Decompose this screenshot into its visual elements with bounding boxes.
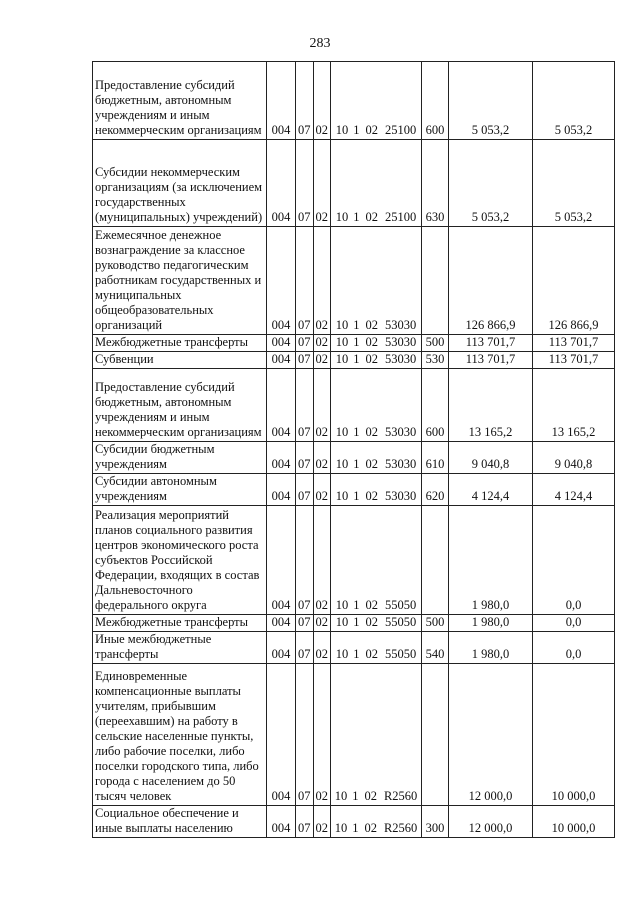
ministry-code: 004 bbox=[267, 506, 296, 615]
amount-first: 113 701,7 bbox=[449, 335, 533, 352]
target-article-code bbox=[331, 335, 422, 352]
amount-second: 5 053,2 bbox=[533, 62, 615, 140]
table-row bbox=[93, 335, 615, 352]
subprogram-code: 1 bbox=[353, 352, 360, 366]
amount-second: 9 040,8 bbox=[533, 442, 615, 474]
table-row bbox=[93, 664, 615, 806]
program-code: 10 bbox=[335, 425, 349, 439]
direction-code: 25100 bbox=[385, 123, 417, 137]
program-code: 10 bbox=[335, 457, 349, 471]
amount-first: 113 701,7 bbox=[449, 352, 533, 369]
table-row bbox=[93, 506, 615, 615]
expense-type-code: 630 bbox=[422, 140, 449, 227]
page-number: 283 bbox=[309, 36, 331, 51]
target-article-code bbox=[331, 664, 422, 806]
section-code: 07 bbox=[296, 474, 314, 506]
ministry-code: 004 bbox=[267, 352, 296, 369]
ministry-code: 004 bbox=[267, 369, 296, 442]
row-name: Социальное обеспечение и иные выплаты населению bbox=[93, 806, 267, 838]
target-article-code bbox=[331, 140, 422, 227]
program-code: 10 bbox=[335, 352, 349, 366]
direction-code: 53030 bbox=[385, 425, 417, 439]
ministry-code: 004 bbox=[267, 664, 296, 806]
amount-second: 113 701,7 bbox=[533, 352, 615, 369]
event-code: 02 bbox=[365, 352, 378, 366]
amount-first: 1 980,0 bbox=[449, 615, 533, 632]
program-code: 10 bbox=[335, 489, 349, 503]
subprogram-code: 1 bbox=[353, 318, 360, 332]
subsection-code: 02 bbox=[313, 369, 331, 442]
ministry-code: 004 bbox=[267, 442, 296, 474]
expense-type-code: 600 bbox=[422, 369, 449, 442]
target-article-code bbox=[331, 442, 422, 474]
target-article-code bbox=[331, 474, 422, 506]
table-body bbox=[93, 62, 615, 838]
amount-second: 13 165,2 bbox=[533, 369, 615, 442]
row-name: Субсидии бюджетным учреждениям bbox=[93, 442, 267, 474]
table-row bbox=[93, 442, 615, 474]
subprogram-code: 1 bbox=[353, 123, 360, 137]
amount-first: 126 866,9 bbox=[449, 227, 533, 335]
row-name: Субсидии автономным учреждениям bbox=[93, 474, 267, 506]
subprogram-code: 1 bbox=[353, 647, 360, 661]
amount-first: 12 000,0 bbox=[449, 806, 533, 838]
program-code: 10 bbox=[334, 789, 348, 803]
expense-type-code: 530 bbox=[422, 352, 449, 369]
amount-second: 0,0 bbox=[533, 632, 615, 664]
subprogram-code: 1 bbox=[352, 789, 359, 803]
amount-second: 126 866,9 bbox=[533, 227, 615, 335]
expense-type-code: 610 bbox=[422, 442, 449, 474]
program-code: 10 bbox=[335, 615, 349, 629]
program-code: 10 bbox=[335, 123, 349, 137]
row-name: Межбюджетные трансферты bbox=[93, 335, 267, 352]
expense-type-code: 300 bbox=[422, 806, 449, 838]
amount-second: 0,0 bbox=[533, 615, 615, 632]
ministry-code: 004 bbox=[267, 62, 296, 140]
section-code: 07 bbox=[296, 227, 314, 335]
row-name: Субсидии некоммерческим организациям (за исключением государственных (муниципальных) учреждений) bbox=[93, 140, 267, 227]
event-code: 02 bbox=[365, 210, 378, 224]
target-article-code bbox=[331, 615, 422, 632]
event-code: 02 bbox=[365, 457, 378, 471]
amount-first: 5 053,2 bbox=[449, 62, 533, 140]
table-row bbox=[93, 615, 615, 632]
subsection-code: 02 bbox=[313, 806, 331, 838]
ministry-code: 004 bbox=[267, 474, 296, 506]
event-code: 02 bbox=[364, 789, 377, 803]
subsection-code: 02 bbox=[313, 506, 331, 615]
section-code: 07 bbox=[296, 806, 314, 838]
event-code: 02 bbox=[365, 598, 378, 612]
table-row bbox=[93, 632, 615, 664]
direction-code: R2560 bbox=[383, 789, 418, 803]
direction-code: 55050 bbox=[385, 615, 417, 629]
target-article-code bbox=[331, 352, 422, 369]
event-code: 02 bbox=[365, 425, 378, 439]
direction-code: 53030 bbox=[385, 335, 417, 349]
program-code: 10 bbox=[335, 318, 349, 332]
target-article-code bbox=[331, 62, 422, 140]
amount-second: 10 000,0 bbox=[533, 806, 615, 838]
subprogram-code: 1 bbox=[353, 210, 360, 224]
expense-type-code: 600 bbox=[422, 62, 449, 140]
section-code: 07 bbox=[296, 632, 314, 664]
subsection-code: 02 bbox=[313, 227, 331, 335]
event-code: 02 bbox=[365, 318, 378, 332]
expense-type-code bbox=[422, 664, 449, 806]
subprogram-code: 1 bbox=[353, 425, 360, 439]
direction-code: 25100 bbox=[385, 210, 417, 224]
amount-first: 1 980,0 bbox=[449, 632, 533, 664]
table-row bbox=[93, 369, 615, 442]
subsection-code: 02 bbox=[313, 474, 331, 506]
row-name: Предоставление субсидий бюджетным, автономным учреждениям и иным некоммерческим организациям bbox=[93, 62, 267, 140]
expense-type-code: 500 bbox=[422, 335, 449, 352]
target-article-code bbox=[331, 227, 422, 335]
program-code: 10 bbox=[335, 647, 349, 661]
program-code: 10 bbox=[334, 821, 348, 835]
ministry-code: 004 bbox=[267, 140, 296, 227]
section-code: 07 bbox=[296, 615, 314, 632]
table-row bbox=[93, 352, 615, 369]
subprogram-code: 1 bbox=[353, 489, 360, 503]
table-row bbox=[93, 806, 615, 838]
row-name: Реализация мероприятий планов социального развития центров экономического роста субъектов Российской Федерации, входящих в состав Дальневосточного федерального округа bbox=[93, 506, 267, 615]
subprogram-code: 1 bbox=[353, 457, 360, 471]
row-name: Предоставление субсидий бюджетным, автономным учреждениям и иным некоммерческим организациям bbox=[93, 369, 267, 442]
event-code: 02 bbox=[365, 335, 378, 349]
amount-second: 4 124,4 bbox=[533, 474, 615, 506]
expense-type-code bbox=[422, 227, 449, 335]
event-code: 02 bbox=[364, 821, 377, 835]
subsection-code: 02 bbox=[313, 352, 331, 369]
ministry-code: 004 bbox=[267, 806, 296, 838]
amount-first: 4 124,4 bbox=[449, 474, 533, 506]
expense-type-code: 540 bbox=[422, 632, 449, 664]
amount-second: 5 053,2 bbox=[533, 140, 615, 227]
event-code: 02 bbox=[365, 647, 378, 661]
ministry-code: 004 bbox=[267, 632, 296, 664]
target-article-code bbox=[331, 506, 422, 615]
row-name: Субвенции bbox=[93, 352, 267, 369]
section-code: 07 bbox=[296, 335, 314, 352]
expense-type-code: 500 bbox=[422, 615, 449, 632]
table-row bbox=[93, 62, 615, 140]
amount-first: 12 000,0 bbox=[449, 664, 533, 806]
budget-table bbox=[92, 61, 615, 838]
program-code: 10 bbox=[335, 335, 349, 349]
amount-first: 13 165,2 bbox=[449, 369, 533, 442]
subprogram-code: 1 bbox=[352, 821, 359, 835]
ministry-code: 004 bbox=[267, 227, 296, 335]
direction-code: 53030 bbox=[385, 489, 417, 503]
amount-second: 0,0 bbox=[533, 506, 615, 615]
subsection-code: 02 bbox=[313, 140, 331, 227]
direction-code: 53030 bbox=[385, 318, 417, 332]
subsection-code: 02 bbox=[313, 615, 331, 632]
table-row bbox=[93, 227, 615, 335]
subsection-code: 02 bbox=[313, 62, 331, 140]
subprogram-code: 1 bbox=[353, 598, 360, 612]
amount-first: 5 053,2 bbox=[449, 140, 533, 227]
section-code: 07 bbox=[296, 664, 314, 806]
event-code: 02 bbox=[365, 123, 378, 137]
expense-type-code: 620 bbox=[422, 474, 449, 506]
subprogram-code: 1 bbox=[353, 615, 360, 629]
amount-first: 1 980,0 bbox=[449, 506, 533, 615]
subprogram-code: 1 bbox=[353, 335, 360, 349]
table-row bbox=[93, 140, 615, 227]
section-code: 07 bbox=[296, 140, 314, 227]
target-article-code bbox=[331, 806, 422, 838]
subsection-code: 02 bbox=[313, 664, 331, 806]
direction-code: 53030 bbox=[385, 457, 417, 471]
row-name: Иные межбюджетные трансферты bbox=[93, 632, 267, 664]
section-code: 07 bbox=[296, 369, 314, 442]
subsection-code: 02 bbox=[313, 632, 331, 664]
section-code: 07 bbox=[296, 62, 314, 140]
row-name: Межбюджетные трансферты bbox=[93, 615, 267, 632]
event-code: 02 bbox=[365, 615, 378, 629]
subsection-code: 02 bbox=[313, 335, 331, 352]
direction-code: R2560 bbox=[383, 821, 418, 835]
table-row bbox=[93, 474, 615, 506]
direction-code: 55050 bbox=[385, 598, 417, 612]
subsection-code: 02 bbox=[313, 442, 331, 474]
program-code: 10 bbox=[335, 210, 349, 224]
section-code: 07 bbox=[296, 442, 314, 474]
target-article-code bbox=[331, 632, 422, 664]
row-name: Ежемесячное денежное вознаграждение за классное руководство педагогическим работникам государственных и муниципальных общеобразовательных организаций bbox=[93, 227, 267, 335]
section-code: 07 bbox=[296, 506, 314, 615]
program-code: 10 bbox=[335, 598, 349, 612]
amount-first: 9 040,8 bbox=[449, 442, 533, 474]
direction-code: 53030 bbox=[385, 352, 417, 366]
section-code: 07 bbox=[296, 352, 314, 369]
amount-second: 113 701,7 bbox=[533, 335, 615, 352]
ministry-code: 004 bbox=[267, 335, 296, 352]
amount-second: 10 000,0 bbox=[533, 664, 615, 806]
event-code: 02 bbox=[365, 489, 378, 503]
direction-code: 55050 bbox=[385, 647, 417, 661]
target-article-code bbox=[331, 369, 422, 442]
ministry-code: 004 bbox=[267, 615, 296, 632]
row-name: Единовременные компенсационные выплаты учителям, прибывшим (переехавшим) на работу в сельские населенные пункты, либо рабочие поселки, либо поселки городского типа, либо города с населением до 50 тысяч человек bbox=[93, 664, 267, 806]
expense-type-code bbox=[422, 506, 449, 615]
